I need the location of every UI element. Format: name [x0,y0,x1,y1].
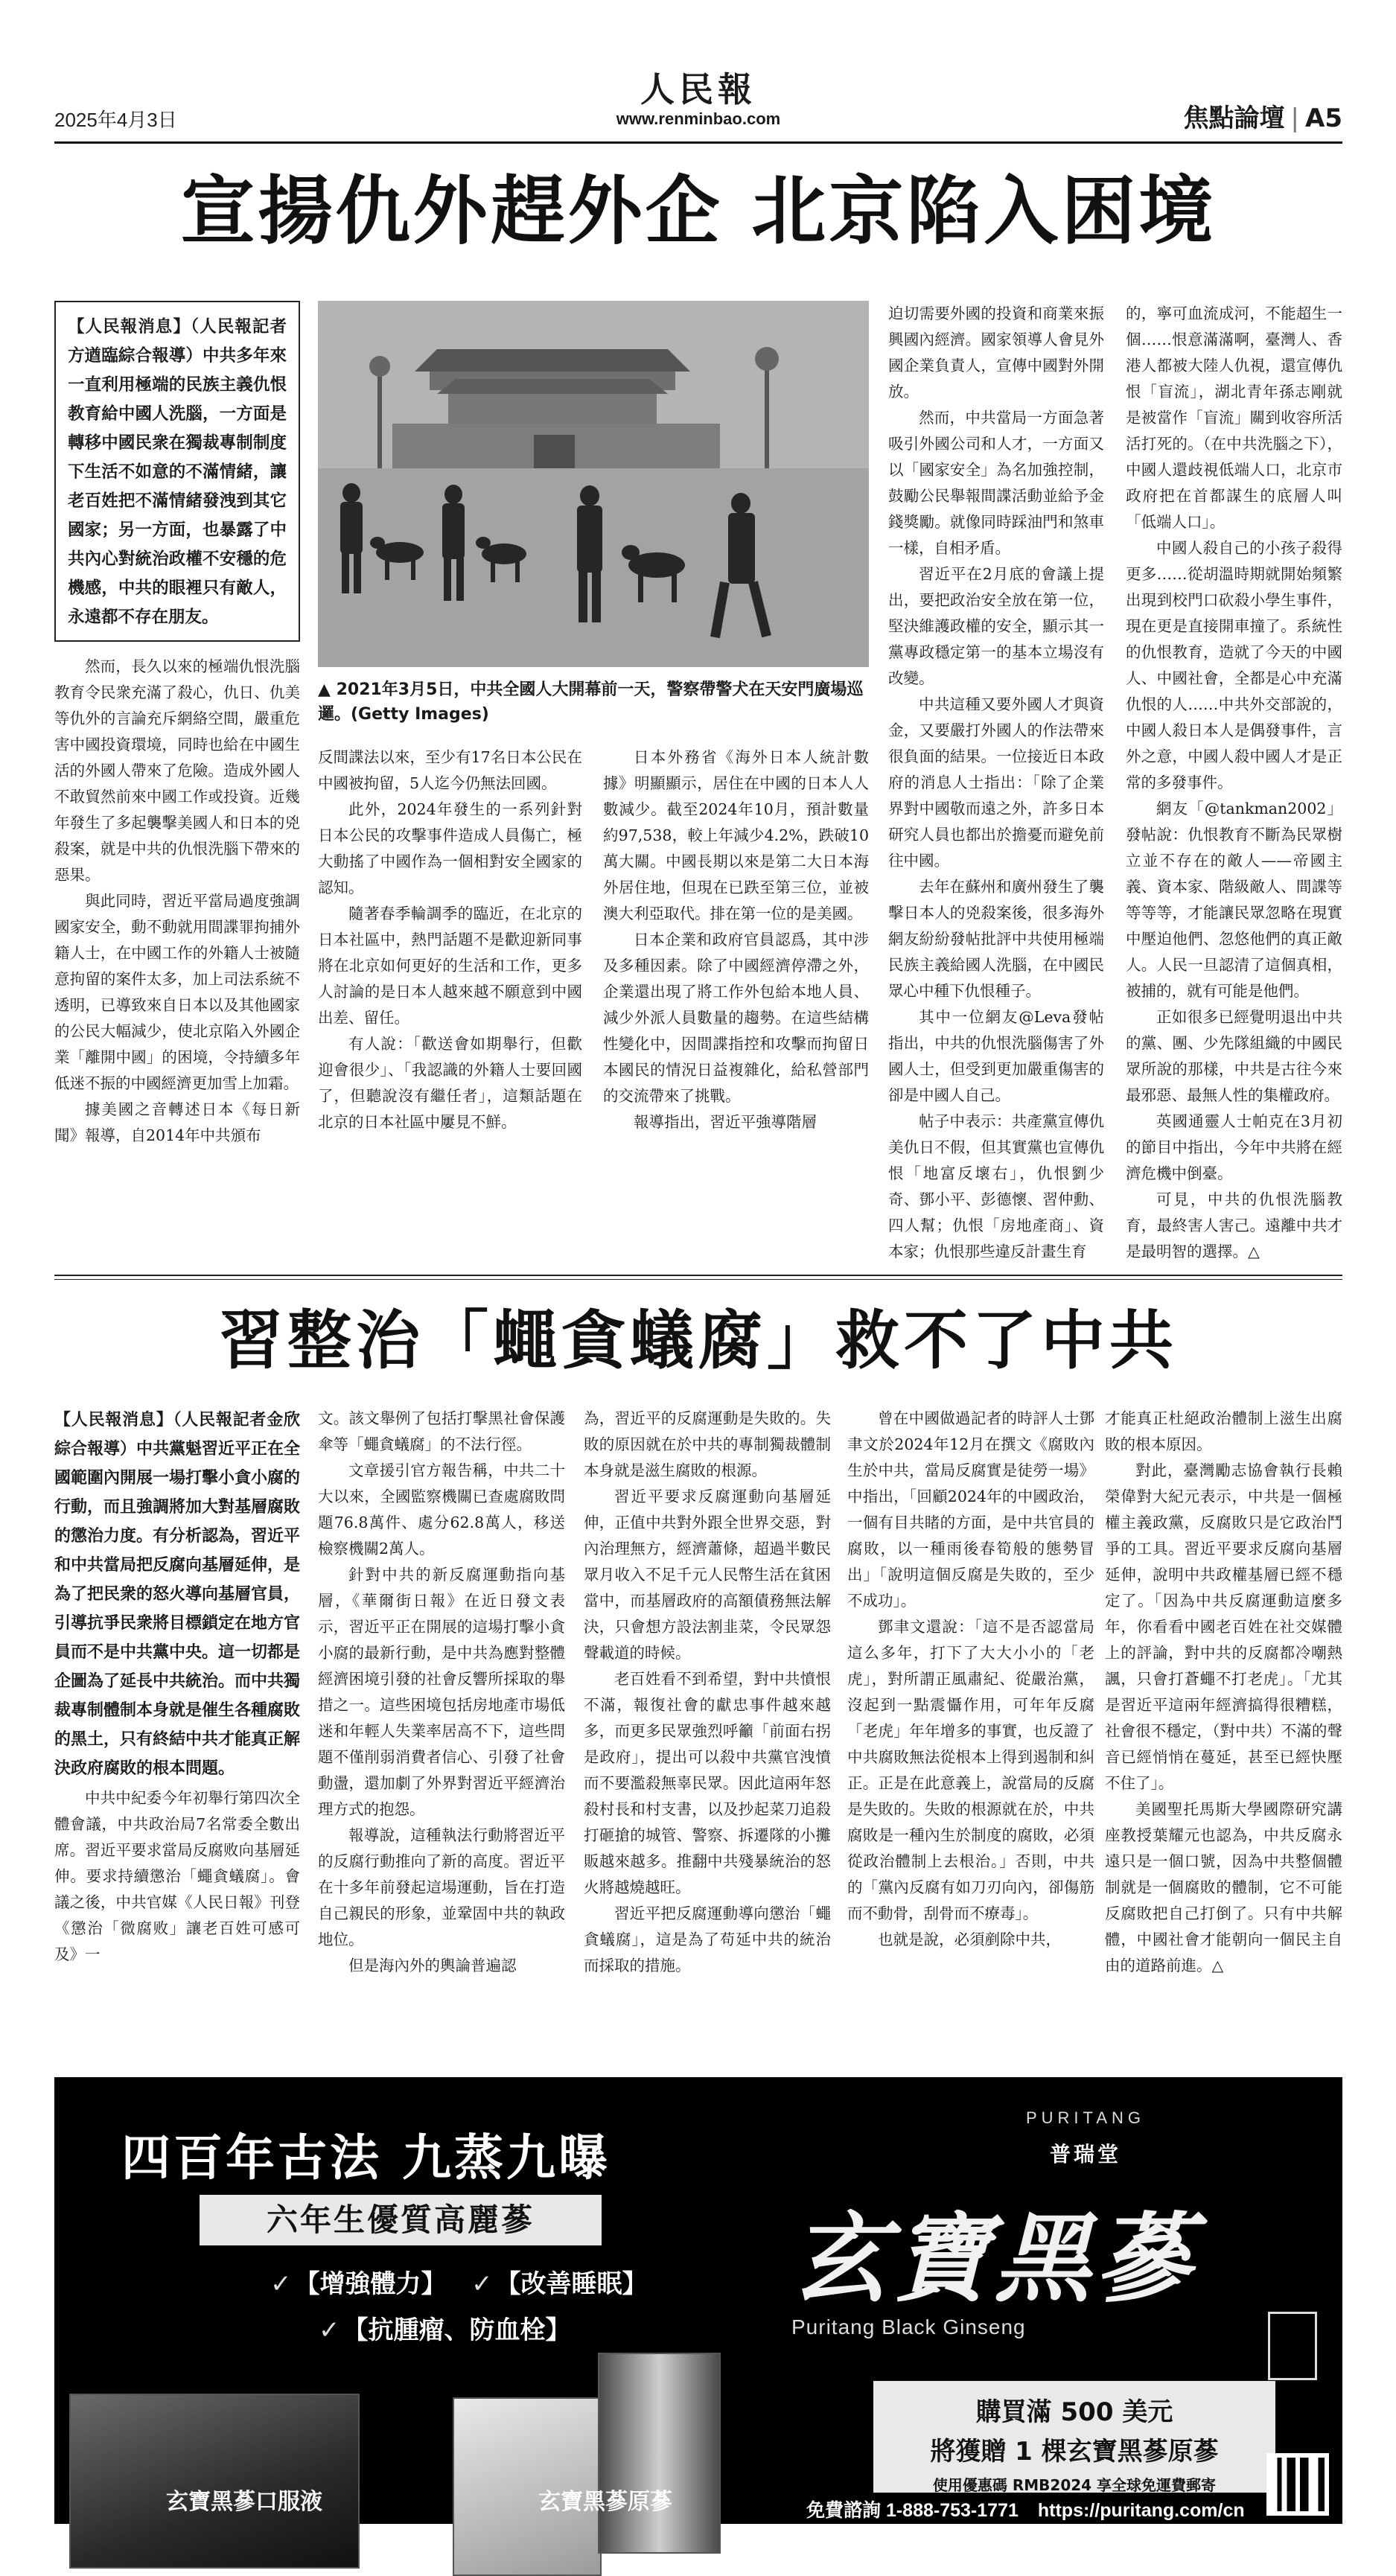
article2-column-5 [1105,1406,1342,2053]
product-tin-image [598,2353,721,2554]
paragraph: 對此，臺灣勵志協會執行長賴榮偉對大紀元表示，中共是一個極權主義政黨，反腐敗只是它政治鬥爭的工具。習近平要求反腐向基層延伸，說明中共政權基層已經不穩定了。「因為中共反腐運動這麼多年，你看看中國老百姓在社交媒體上的評論，對中共的反腐都冷嘲熱諷，只會打蒼蠅不打老虎」。「尤其是習近平這兩年經濟搞得很糟糕，社會很不穩定，（對中共）不滿的聲音已經悄悄在蔓延，甚至已經快壓不住了」。 [1105,1461,1342,1792]
offer-line-1: 購買滿 500 美元 [975,2397,1173,2427]
article1-column-3 [603,745,869,1251]
article1-column-2 [318,745,582,1251]
paragraph: 報導說，這種執法行動將習近平的反腐行動推向了新的高度。習近平在十多年前發起這場運動，旨在打造自己親民的形象，並鞏固中共的執政地位。 [318,1826,565,1948]
qr-code-icon[interactable] [1266,2453,1329,2516]
ad-headline: 四百年古法 九蒸九曝 [121,2129,611,2187]
paragraph: 習近平要求反腐運動向基層延伸，正值中共對外跟全世界交惡，對內治理無方，經濟蕭條，超過半數民眾月收入不足千元人民幣生活在貧困當中，而基層政府的高額債務無法解決，只會想方設法割韭菜，令民眾怨聲載道的時候。 [584,1488,831,1662]
paragraph: 帖子中表示：共產黨宣傳仇美仇日不假，但其實黨也宣傳仇恨「地富反壞右」，仇恨劉少奇、鄧小平、彭德懷、習仲勳、四人幫；仇恨「房地產商」、資本家；仇恨那些違反計畫生育 [888,1112,1104,1260]
issue-date: 2025年4月3日 [54,109,177,131]
article1-column-1 [54,654,300,1249]
tiananmen-photo-illustration [318,301,869,667]
paragraph: 針對中共的新反腐運動指向基層，《華爾街日報》在近日發文表示，習近平正在開展的這場打擊小貪小腐的最新行動，是中共為應對整體經濟困境引發的社會反響所採取的舉措之一。這些困境包括房地產市場低迷和年輕人失業率居高不下，這些問題不僅削弱消費者信心、引發了社會動盪，還加劇了外界對習近平經濟治理方式的抱怨。 [318,1566,565,1818]
page-number: A5 [1305,103,1342,133]
paragraph: 然而，中共當局一方面急著吸引外國公司和人才，一方面又以「國家安全」為名加強控制，鼓勵公民舉報間諜活動並給予金錢獎勵。就像同時踩油門和煞車一樣，自相矛盾。 [888,409,1104,557]
paragraph: 網友「@tankman2002」發帖說：仇恨教育不斷為民眾樹立並不存在的敵人——帝國主義、資本家、階級敵人、間諜等等等等，才能讓民眾忽略在現實中壓迫他們、忽悠他們的真正敵人。人民一旦認清了這個真相，被捕的，就有可能是他們。 [1126,800,1342,1000]
article1-photo [318,301,869,667]
paragraph: 中共這種又要外國人才與資金，又要嚴打外國人的作法帶來很負面的結果。一位接近日本政府的消息人士指出：「除了企業界對中國敬而遠之外，許多日本研究人員也都出於擔憂而避免前往中國。 [888,695,1104,870]
section-label [1184,98,1342,134]
section-name: 焦點論壇 [1183,103,1285,133]
ad-benefit-strength: ✓ 【增強體力】 [270,2269,447,2299]
paragraph: 鄧聿文還說：「這不是否認當局這么多年，打下了大大小小的「老虎」，對所謂正風肅紀、從嚴治黨，沒起到一點震懾作用，可年年反腐「老虎」年年增多的事實，也反證了中共腐敗無法從根本上得到遏制和糾正。正是在此意義上，說當局的反腐是失敗的。失敗的根源就在於，中共腐敗是一種內生於制度的腐敗，必須從政治體制上去根治。」否則，中共的「黨內反腐有如刀刃向內，卻傷筋而不動骨，刮骨而不療毒」。 [847,1618,1094,1922]
check-icon: ✓ [270,2269,292,2299]
paragraph: 習近平在2月底的會議上提出，要把政治安全放在第一位，堅決維護政權的安全，顯示其一黨專政穩定第一的基本立場沒有改變。 [888,565,1104,687]
article1-lede: 【人民報消息】（人民報記者方遒臨綜合報導）中共多年來一直利用極端的民族主義仇恨教育給中國人洗腦，一方面是轉移中國民衆在獨裁專制制度下生活不如意的不滿情緒，讓老百姓把不滿情緒發洩到其它國家；另一方面，也暴露了中共內心對統治政權不安穩的危機感，中共的眼裡只有敵人，永遠都不存在朋友。 [54,301,300,642]
page-header [54,71,1342,141]
header-rule [54,141,1342,144]
ad-subhead: 六年生優質高麗蔘 [200,2195,602,2245]
paragraph: 迫切需要外國的投資和商業來振興國內經濟。國家領導人會見外國企業負責人，宣傳中國對外開放。 [888,305,1104,401]
brand-logo-en: PURITANG [1025,2108,1146,2127]
section-divider-thin [54,1279,1342,1280]
ad-benefit-sleep: ✓ 【改善睡眠】 [471,2269,648,2299]
paragraph: 然而，長久以來的極端仇恨洗腦教育令民衆充滿了殺心，仇日、仇美等仇外的言論充斥網絡空間，嚴重危害中國投資環境，同時也給在中國生活的外國人帶來了危險。造成外國人不敢貿然前來中國工作或投資。近幾年發生了多起襲擊美國人和日本的兇殺案，就是中共的仇恨洗腦下帶來的惡果。 [54,657,300,884]
section-separator: | [1290,103,1300,133]
paragraph: 習近平把反腐運動導向懲治「蠅貪蟻腐」，這是為了苟延中共的統治而採取的措施。 [584,1904,831,1974]
advertisement[interactable] [54,2077,1342,2524]
paragraph: 中國人殺自己的小孩子殺得更多……從胡溫時期就開始頻繁出現到校門口砍殺小學生事件，現在更是直接開車撞了。系統性的仇恨教育，造就了今天的中國人、中國社會，全都是心中充滿仇恨的人……中共外交部說的，中國人殺日本人是偶發事件，言外之意，中國人殺中國人才是正常的多發事件。 [1126,539,1342,791]
masthead-logo: 人民報 [640,69,756,109]
check-icon: ✓ [319,2315,340,2345]
section-divider [54,1275,1342,1276]
paragraph: 曾在中國做過記者的時評人士鄧聿文於2024年12月在撰文《腐敗內生於中共，當局反腐實是徒勞一場》中指出，「回顧2024年的中國政治，一個有目共睹的方面，是中共官員的腐敗，以一種雨後春筍般的態勢冒出」「說明這個反腐是失敗的，至少不成功」。 [847,1409,1094,1610]
paragraph: 文章援引官方報告稱，中共二十大以來，全國監察機關已查處腐敗問題76.8萬件、處分62.8萬人，移送檢察機關2萬人。 [318,1461,565,1558]
paragraph: 與此同時，習近平當局過度強調國家安全，動不動就用間諜罪拘捕外籍人士，在中國工作的外籍人士被隨意拘留的案件太多，加上司法系統不透明，已導致來自日本以及其他國家的公民大幅減少，使北京陷入外國企業「離開中國」的困境，令持續多年低迷不振的中國經濟更加雪上加霜。 [54,892,300,1092]
paragraph: 有人說：「歡送會如期舉行，但歡迎會很少」、「我認識的外籍人士要回國了，但聽說沒有繼任者」，這類話題在北京的日本社區中屢見不鮮。 [318,1035,582,1131]
paragraph: 據美國之音轉述日本《每日新聞》報導，自2014年中共頒布 [54,1100,300,1144]
offer-line-2: 將獲贈 1 棵玄寶黑蔘原蔘 [930,2437,1219,2467]
paragraph: 的，寧可血流成河，不能超生一個……恨意滿滿啊，臺灣人、香港人都被大陸人仇視，還宣傳仇恨「盲流」，湖北青年孫志剛就是被當作「盲流」關到收容所活活打死的。（在中共洗腦之下），中國人還歧視低端人口，北京市政府把在首都謀生的底層人叫「低端人口」。 [1126,305,1342,531]
paragraph: 此外，2024年發生的一系列針對日本公民的攻擊事件造成人員傷亡，極大動搖了中國作為一個相對安全國家的認知。 [318,800,582,896]
contact-phone[interactable]: 免費諮詢 1-888-753-1771 [806,2500,1019,2521]
offer-coupon: 使用優惠碼 RMB2024 享全球免運費郵寄 [932,2476,1217,2494]
paragraph: 老百姓看不到希望，對中共憤恨不滿，報復社會的獻忠事件越來越多，而更多民眾強烈呼籲「前面右拐是政府」，提出可以殺中共黨官洩憤而不要濫殺無辜民眾。因此這兩年怒殺村長和村支書，以及抄起菜刀追殺打砸搶的城管、警察、拆遷隊的小攤販越來越多。推翻中共殘暴統治的怒火將越燒越旺。 [584,1670,831,1896]
article2-column-2 [318,1406,565,2053]
article1-column-4 [888,301,1104,1260]
product-pack-label: 玄寶黑蔘原蔘 [538,2489,672,2515]
product-gift-box-image [69,2394,360,2569]
paragraph: 去年在蘇州和廣州發生了襲擊日本人的兇殺案後，很多海外網友紛紛發帖批評中共使用極端民族主義給國人洗腦，在中國民眾心中種下仇恨種子。 [888,878,1104,1000]
article2-column-1 [54,1785,300,2053]
ad-benefit-tumor: ✓ 【抗腫瘤、防血栓】 [319,2315,571,2345]
paragraph: 報導指出，習近平強導階層 [634,1113,817,1131]
paragraph: 可見，中共的仇恨洗腦教育，最終害人害己。遠離中共才是最明智的選擇。△ [1126,1190,1342,1260]
contact-url[interactable]: https://puritang.com/cn [1037,2500,1245,2521]
article1-column-5 [1126,301,1342,1260]
ad-offer-box [873,2381,1275,2493]
paragraph: 日本企業和政府官員認爲，其中涉及多種因素。除了中國經濟停滯之外，企業還出現了將工作外包給本地人員、減少外派人員數量的趨勢。在這些結構性變化中，因間諜指控和攻擊而拘留日本國民的情況日益複雜化，給私營部門的交流帶來了挑戰。 [603,931,869,1105]
paragraph: 中共中紀委今年初舉行第四次全體會議，中共政治局7名常委全數出席。習近平要求當局反腐败向基層延伸。要求持續懲治「蠅貪蟻腐」。會議之後，中共官媒《人民日報》刊登《懲治「微腐败」讓老百姓可感可及》一 [54,1789,300,1963]
masthead[interactable] [590,71,806,129]
ad-contact [806,2496,1264,2522]
product-box-label: 玄寶黑蔘口服液 [166,2489,322,2515]
paragraph: 文。該文舉例了包括打擊黑社會保護傘等「蠅貪蟻腐」的不法行徑。 [318,1409,565,1453]
article2-column-4 [847,1406,1094,2053]
paragraph: 隨著春季輪調季的臨近，在北京的日本社區中，熱門話題不是歡迎新同事將在北京如何更好的生活和工作，更多人討論的是日本人越來越不願意到中國出差、留任。 [318,905,582,1027]
check-icon: ✓ [471,2269,493,2299]
seal-stamp-icon [1268,2312,1317,2380]
paragraph: 但是海內外的輿論普遍認 [348,1957,517,1974]
paragraph: 其中一位網友@Leva發帖指出，中共的仇恨洗腦傷害了外國人士，但受到更加嚴重傷害的卻是中國人自己。 [888,1008,1104,1104]
paragraph: 反間諜法以來，至少有17名日本公民在中國被拘留，5人迄今仍無法回國。 [318,748,582,792]
paragraph: 英國通靈人士帕克在3月初的節目中指出，今年中共將在經濟危機中倒臺。 [1126,1112,1342,1182]
article2-headline: 習整治「蠅貪蟻腐」救不了中共 [219,1303,1178,1378]
paragraph: 日本外務省《海外日本人統計數據》明顯顯示，居住在中國的日本人人數減少。截至2024年10月，預計數量約97,538，較上年減少4.2%，跌破10萬大關。中國長期以來是第二大日本海外居住地，但現在已跌至第三位，並被澳大利亞取代。排在第一位的是美國。 [603,748,869,922]
article2-column-3 [584,1406,831,2053]
paragraph: 正如很多已經覺明退出中共的黨、團、少先隊組織的中國民眾所說的那樣，中共是古往今來最邪惡、最無人性的集權政府。 [1126,1008,1342,1104]
paragraph: 也就是說，必須剷除中共， [878,1931,1061,1948]
masthead-url[interactable]: www.renminbao.com [616,109,781,128]
product-name-calligraphy: 玄寶黑蔘 [791,2202,1197,2315]
photo-caption: ▲ 2021年3月5日，中共全國人大開幕前一天，警察帶警犬在天安門廣場巡邏。(Getty Images) [318,680,864,724]
brand-logo-cn: 普瑞堂 [1049,2142,1121,2167]
paragraph: 才能真正杜絕政治體制上滋生出腐敗的根本原因。 [1105,1409,1342,1453]
product-name-en: Puritang Black Ginseng [791,2315,1026,2339]
paragraph: 美國聖托馬斯大學國際研究講座教授葉耀元也認為，中共反腐永遠只是一個口號，因為中共整個體制就是一個腐敗的體制，它不可能反腐敗把自己打倒了。只有中共解體，中國社會才能朝向一個民主自由的道路前進。△ [1105,1800,1342,1974]
article1-headline: 宣揚仇外趕外企 北京陷入困境 [180,167,1217,255]
paragraph: 為，習近平的反腐運動是失敗的。失敗的原因就在於中共的專制獨裁體制本身就是滋生腐敗的根源。 [584,1409,831,1479]
article2-lede: 【人民報消息】（人民報記者金欣綜合報導）中共黨魁習近平正在全國範圍內開展一場打擊小貪小腐的行動，而且強調將加大對基層腐敗的懲治力度。有分析認為，習近平和中共當局把反腐向基層延伸，是為了把民衆的怒火導向基層官員，引導抗爭民衆將目標鎖定在地方官員而不是中共黨中央。這一切都是企圖為了延長中共統治。而中共獨裁專制體制本身就是催生各種腐敗的黑土，只有終結中共才能真正解決政府腐敗的根本問題。 [54,1411,301,1778]
